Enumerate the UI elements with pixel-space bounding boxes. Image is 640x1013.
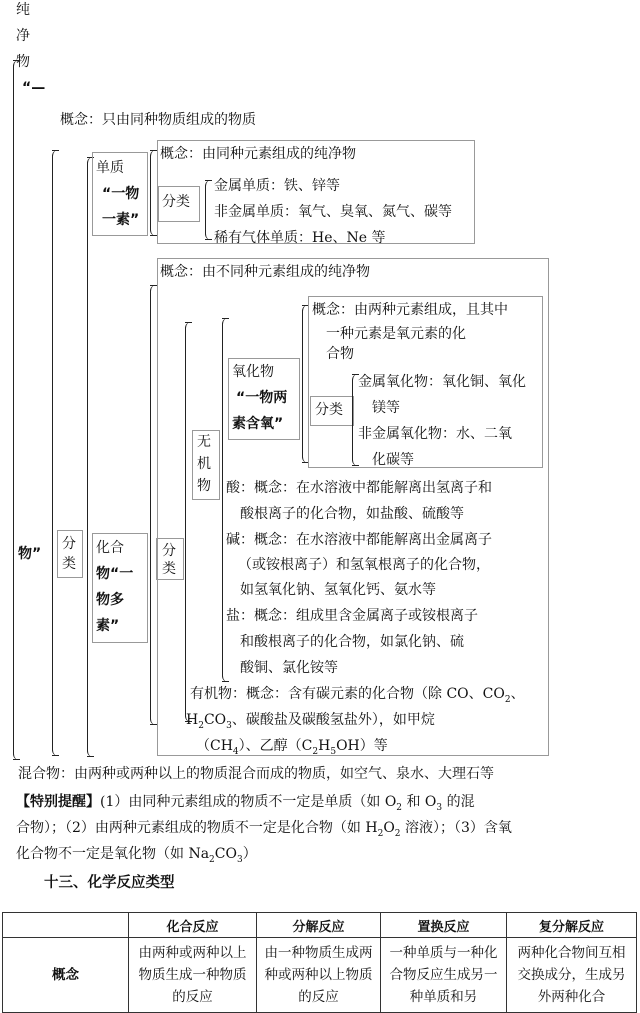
table-header-cell: 化合反应 xyxy=(129,913,257,938)
oxide-nonmetal-2: 化碳等 xyxy=(372,452,414,468)
row-label: 概念 xyxy=(3,938,129,1013)
base-line-2: （或铵根离子）和氢氧根离子的化合物， xyxy=(238,557,490,573)
oxide-metal-1: 金属氧化物：氧化铜、氧化 xyxy=(358,374,526,390)
compound-concept: 概念：由不同种元素组成的纯净物 xyxy=(160,264,370,280)
table-header-cell: 复分解反应 xyxy=(507,913,637,938)
organic-line-1: 有机物：概念：含有碳元素的化合物（除 CO、$CO_2$、 xyxy=(190,686,525,705)
inorganic-char-3: 物 xyxy=(197,478,211,494)
oxide-metal-2: 镁等 xyxy=(372,400,400,416)
table-header-cell: 置换反应 xyxy=(381,913,507,938)
oxide-label-3: 素含氧” xyxy=(232,416,284,432)
salt-line-3: 酸铜、氯化铵等 xyxy=(240,660,338,676)
class-brace xyxy=(52,150,61,756)
elementary-class-label: 分类 xyxy=(162,194,190,210)
table-cell: 两种化合物间互相交换成分，生成另外两种化合 xyxy=(507,938,637,1013)
elementary-label-3: 一素” xyxy=(102,212,140,228)
tip-line-1: 【特别提醒】(1）由同种元素组成的物质不一定是单质（如 $O_2$ 和 $O_3$ 的混 xyxy=(16,794,475,813)
elementary-item-2: 非金属单质：氧气、臭氧、氮气、碳等 xyxy=(214,204,452,220)
left-quote-close: 物” xyxy=(18,546,42,562)
elementary-item-1: 金属单质：铁、锌等 xyxy=(214,178,340,194)
left-char-1: 纯 xyxy=(16,2,30,18)
organic-line-2: $H_2CO_3$、碳酸盐及碳酸氢盐外），如甲烷 xyxy=(186,712,435,731)
tip-line-3: 化合物不一定是氧化物（如 $Na_2CO_3$） xyxy=(16,846,257,865)
compound-label-3: 物多 xyxy=(96,592,124,608)
organic-line-3: $(CH_4)$、乙醇$(C_2H_5OH)$等 xyxy=(196,738,388,757)
main-brace xyxy=(13,60,24,760)
table-header-cell: 分解反应 xyxy=(257,913,381,938)
oxide-concept-3: 合物 xyxy=(326,346,354,362)
base-line-1: 碱：概念：在水溶液中都能解离出金属离子 xyxy=(226,532,492,548)
inorganic-char-2: 机 xyxy=(197,456,211,472)
elementary-label-1: 单质 xyxy=(96,160,124,176)
tip-head: 【特别提醒】 xyxy=(16,794,100,810)
oxide-concept-1: 概念：由两种元素组成，且其中 xyxy=(312,302,508,318)
elementary-label-2: “一物 xyxy=(102,186,140,202)
compound-label-2: 物“一 xyxy=(96,566,134,582)
left-quote-open: “— xyxy=(22,80,46,96)
compound-label-4: 素” xyxy=(96,618,120,634)
compound-class-label: 分类 xyxy=(162,543,176,577)
elementary-class-brace xyxy=(205,180,214,240)
acid-line-1: 酸：概念：在水溶液中都能解离出氢离子和 xyxy=(226,480,492,496)
inorganic-char-1: 无 xyxy=(197,434,211,450)
table-header-row xyxy=(3,913,637,938)
section-title: 十三、化学反应类型 xyxy=(44,875,175,891)
tip-line-2: 合物）；（2）由两种元素组成的物质不一定是化合物（如 $H_2O_2$ 溶液）；（3）含氧 xyxy=(16,820,512,839)
table-header-cell xyxy=(3,913,129,938)
class-label-1: 分类 xyxy=(62,536,76,572)
pure-concept: 概念：只由同种物质组成的物质 xyxy=(60,112,256,128)
salt-line-1: 盐：概念：组成里含金属离子或铵根离子 xyxy=(226,608,478,624)
table-cell: 一种单质与一种化合物反应生成另一种单质和另 xyxy=(381,938,507,1013)
oxide-concept-2: 一种元素是氧元素的化 xyxy=(326,326,466,342)
oxide-nonmetal-1: 非金属氧化物：水、二氧 xyxy=(358,426,512,442)
table-cell: 由一种物质生成两种或两种以上物质的反应 xyxy=(257,938,381,1013)
pure-type-brace xyxy=(87,157,96,757)
oxide-class-label: 分类 xyxy=(315,402,343,418)
acid-line-2: 酸根离子的化合物，如盐酸、硫酸等 xyxy=(240,506,464,522)
compound-class-brace xyxy=(185,322,194,722)
elementary-concept: 概念：由同种元素组成的纯净物 xyxy=(160,146,356,162)
reaction-table xyxy=(2,912,637,1013)
elementary-item-3: 稀有气体单质：He、Ne 等 xyxy=(214,230,386,246)
salt-line-2: 和酸根离子的化合物，如氯化钠、硫 xyxy=(240,634,464,650)
left-char-3: 物 xyxy=(16,54,30,70)
compound-label-1: 化合 xyxy=(96,540,124,556)
base-line-3: 如氢氧化钠、氢氧化钙、氨水等 xyxy=(240,582,436,598)
oxide-label-2: “一物两 xyxy=(236,390,288,406)
oxide-label-1: 氧化物 xyxy=(232,364,274,380)
table-cell: 由两种或两种以上物质生成一种物质的反应 xyxy=(129,938,257,1013)
mixture-line: 混合物：由两种或两种以上的物质混合而成的物质，如空气、泉水、大理石等 xyxy=(18,766,494,782)
left-char-2: 净 xyxy=(16,28,30,44)
table-row xyxy=(3,938,637,1013)
